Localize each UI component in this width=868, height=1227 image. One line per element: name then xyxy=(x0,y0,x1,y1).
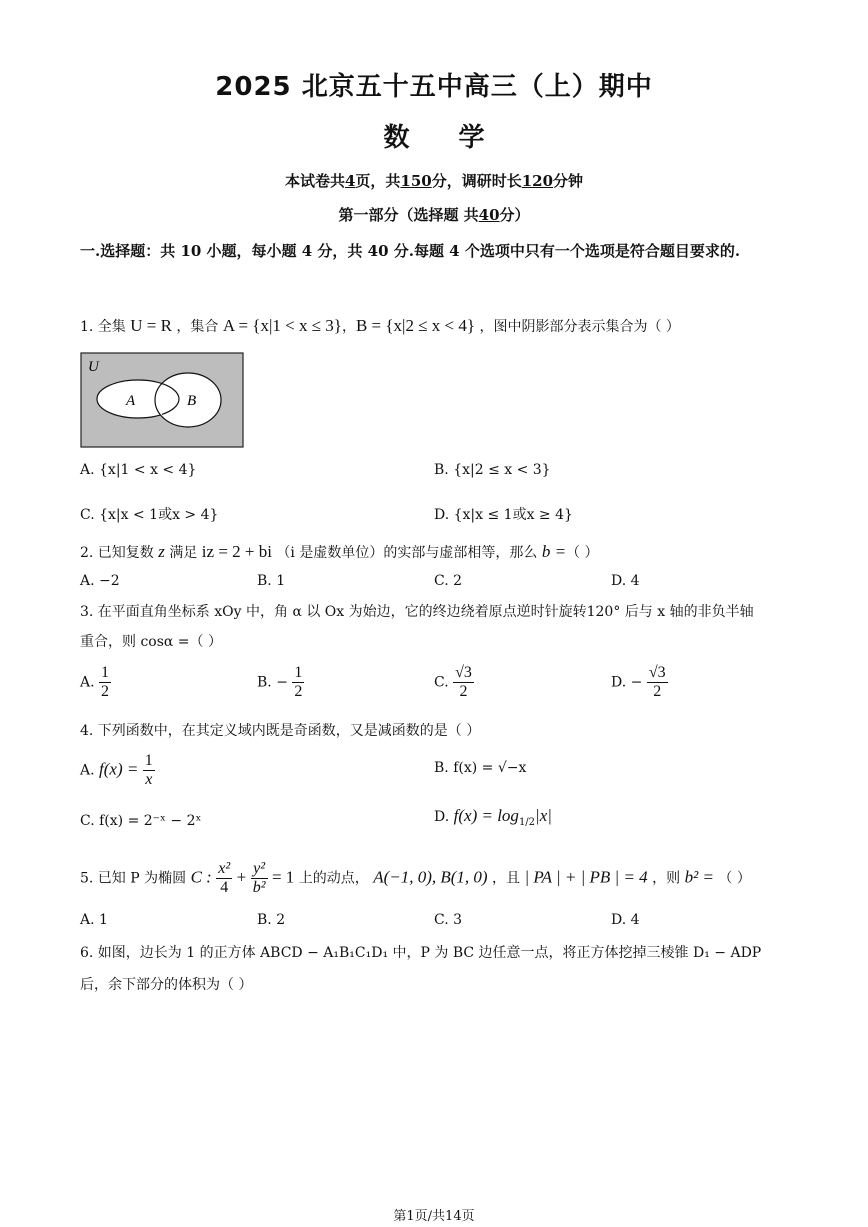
q5-p1: 5. 已知 P 为椭圆 xyxy=(80,870,187,887)
q3-option-d-fraction xyxy=(647,664,668,701)
info-mid2: 分，调研时长 xyxy=(431,172,522,190)
q3-option-d[interactable] xyxy=(611,664,668,701)
q3-a-den: 2 xyxy=(101,683,110,700)
q3-b-num: 1 xyxy=(294,664,303,681)
q4-option-d-base: 1/2 xyxy=(518,816,536,828)
q5-fraction-x xyxy=(216,860,232,897)
q1-universe: U = R xyxy=(130,316,172,335)
q2-end: （ ） xyxy=(566,545,599,561)
q2-z: z xyxy=(158,542,165,561)
q3-option-d-label: D. − xyxy=(611,674,643,691)
q2-b-eq: b = xyxy=(541,542,567,561)
q2-equation: iz = 2 + bi xyxy=(201,542,272,561)
q4-a-den: x xyxy=(145,771,153,788)
venn-label-u: U xyxy=(88,359,99,375)
q4-option-a[interactable] xyxy=(80,752,155,789)
q5-p5: （ ） xyxy=(718,870,751,887)
part-points: 40 xyxy=(478,206,500,224)
venn-diagram xyxy=(80,352,245,449)
q5-option-d[interactable]: D. 4 xyxy=(611,912,640,928)
question-3-line-1: 3. 在平面直角坐标系 xOy 中，角 α 以 Ox 为始边，它的终边绕着原点逆时针旋转120° 后与 x 轴的非负半轴 xyxy=(80,604,754,620)
part-heading xyxy=(0,204,868,225)
subject-title: 数 学 xyxy=(383,123,485,153)
q1-option-d[interactable]: D. {x|x ≤ 1或x ≥ 4} xyxy=(434,507,573,523)
q3-option-c-label: C. xyxy=(434,674,449,691)
q1-sep: ， xyxy=(341,319,356,335)
q2-option-c[interactable]: C. 2 xyxy=(434,573,463,589)
q4-option-a-label: A. xyxy=(80,762,95,779)
q3-option-a[interactable] xyxy=(80,664,111,701)
exam-title: 2025 北京五十五中高三（上）期中 xyxy=(215,72,653,102)
q1-p3: ，图中阴影部分表示集合为（ ） xyxy=(479,319,680,335)
info-pages: 4 xyxy=(344,172,356,190)
q3-option-c-fraction xyxy=(453,664,474,701)
q4-option-a-fx: f(x) = xyxy=(99,759,139,779)
q3-c-den: 2 xyxy=(459,683,468,700)
q4-option-c[interactable]: C. f(x) = 2⁻ˣ − 2ˣ xyxy=(80,813,202,829)
q4-option-d[interactable] xyxy=(434,806,552,828)
q5-p2: 上的动点， xyxy=(298,870,369,887)
q1-option-a[interactable]: A. {x|1 < x < 4} xyxy=(80,462,197,478)
q3-option-b[interactable] xyxy=(257,664,304,701)
q5-fraction-y xyxy=(251,860,268,897)
q3-d-num: √3 xyxy=(648,664,666,681)
q5-p4: ，则 xyxy=(652,870,681,887)
q4-option-d-fx: f(x) = log xyxy=(453,806,519,825)
info-points: 150 xyxy=(400,172,432,190)
q1-p1: 1. 全集 xyxy=(80,319,126,335)
section-instructions: 一.选择题：共 10 小题，每小题 4 分，共 40 分.每题 4 个选项中只有一个选项是符合题目要求的. xyxy=(80,242,741,260)
exam-info xyxy=(0,170,868,191)
q2-mid: 满足 xyxy=(169,545,198,561)
q5-condition: | PA | + | PB | = 4 xyxy=(524,867,648,887)
page-footer: 第1页/共14页 xyxy=(393,1209,475,1224)
q1-option-b[interactable]: B. {x|2 ≤ x < 3} xyxy=(434,462,551,478)
info-minutes: 120 xyxy=(521,172,554,190)
q3-option-b-label: B. − xyxy=(257,674,288,691)
q3-c-num: √3 xyxy=(455,664,472,681)
question-4-stem: 4. 下列函数中，在其定义域内既是奇函数，又是减函数的是（ ） xyxy=(80,723,481,739)
q5-points: A(−1, 0), B(1, 0) xyxy=(373,867,488,887)
q2-option-b[interactable]: B. 1 xyxy=(257,573,286,589)
venn-label-b: B xyxy=(187,393,197,409)
q3-option-a-fraction xyxy=(99,664,111,701)
q5-den1: 4 xyxy=(220,879,229,896)
q5-c: C : xyxy=(190,867,212,887)
q5-option-b[interactable]: B. 2 xyxy=(257,912,286,928)
info-suffix: 分钟 xyxy=(553,172,584,190)
question-2-stem xyxy=(80,542,599,562)
info-mid1: 页，共 xyxy=(355,172,401,190)
q2-option-a[interactable]: A. −2 xyxy=(80,573,120,589)
q3-a-num: 1 xyxy=(101,664,110,681)
q2-post: （i 是虚数单位）的实部与虚部相等，那么 xyxy=(276,545,538,561)
q5-plus: + xyxy=(236,867,247,887)
q5-option-a[interactable]: A. 1 xyxy=(80,912,108,928)
q4-option-b[interactable]: B. f(x) = √−x xyxy=(434,760,527,776)
part-prefix: 第一部分（选择题 共 xyxy=(338,206,479,224)
q1-p2: ，集合 xyxy=(176,319,219,335)
question-6-line-2: 后，余下部分的体积为（ ） xyxy=(80,977,253,993)
q4-option-d-label: D. xyxy=(434,809,450,825)
q3-option-b-fraction xyxy=(292,664,304,701)
q3-b-den: 2 xyxy=(294,683,303,700)
q5-option-c[interactable]: C. 3 xyxy=(434,912,463,928)
question-3-line-2: 重合，则 cosα =（ ） xyxy=(80,634,222,650)
q5-b2: b² = xyxy=(684,867,714,887)
q4-option-d-arg: |x| xyxy=(535,806,552,825)
q5-den2: b² xyxy=(252,879,266,896)
question-1-stem xyxy=(80,316,680,336)
q2-option-d[interactable]: D. 4 xyxy=(611,573,640,589)
q4-option-a-fraction xyxy=(143,752,155,789)
q5-num2: y² xyxy=(251,860,268,879)
question-5-stem xyxy=(80,860,751,897)
q4-a-num: 1 xyxy=(144,752,153,769)
info-prefix: 本试卷共 xyxy=(284,172,345,190)
q5-eq1: = 1 xyxy=(271,867,295,887)
part-suffix: 分） xyxy=(499,206,530,224)
q5-num1: x² xyxy=(218,860,231,877)
q1-set-a: A = {x|1 < x ≤ 3} xyxy=(222,316,342,335)
q1-option-c[interactable]: C. {x|x < 1或x > 4} xyxy=(80,507,219,523)
question-6-line-1: 6. 如图，边长为 1 的正方体 ABCD − A₁B₁C₁D₁ 中，P 为 BC 边任意一点，将正方体挖掉三棱锥 D₁ − ADP xyxy=(80,945,762,961)
q3-option-c[interactable] xyxy=(434,664,474,701)
q1-set-b: B = {x|2 ≤ x < 4} xyxy=(355,316,476,335)
q3-option-a-label: A. xyxy=(80,674,95,691)
q5-p3: ，且 xyxy=(492,870,521,887)
q2-pre: 2. 已知复数 xyxy=(80,545,154,561)
venn-label-a: A xyxy=(126,393,136,409)
q3-d-den: 2 xyxy=(653,683,662,700)
